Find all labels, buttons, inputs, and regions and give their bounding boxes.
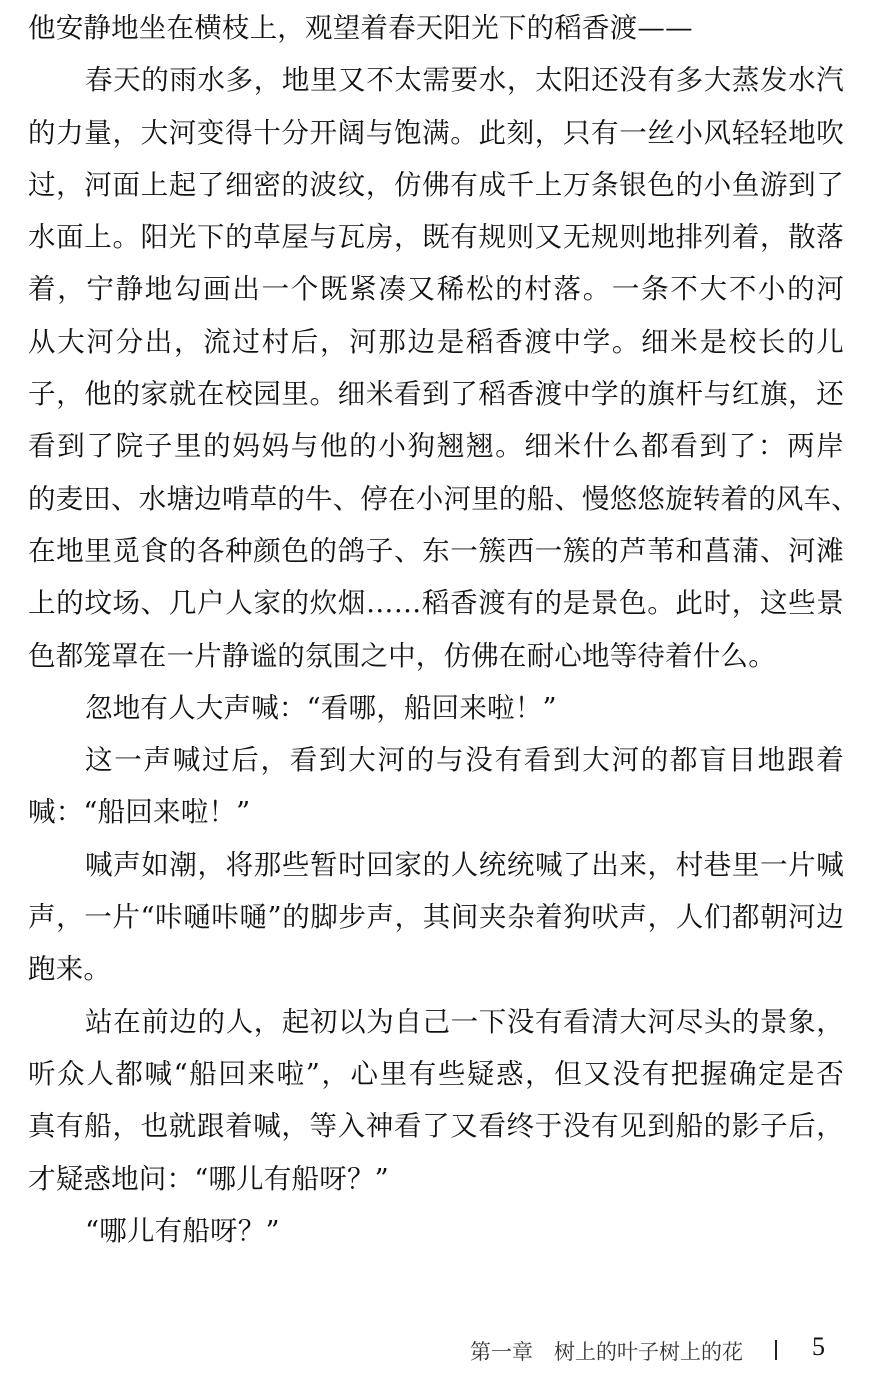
page-footer xyxy=(0,1330,872,1370)
text-line: 忽地有人大声喊：“看哪，船回来啦！” xyxy=(85,691,557,724)
text-line: 春天的雨水多，地里又不太需要水，太阳还没有多大蒸发水汽 xyxy=(85,64,844,97)
footer-divider xyxy=(775,1340,777,1360)
text-line: 过，河面上起了细密的波纹，仿佛有成千上万条银色的小鱼游到了 xyxy=(28,168,844,201)
text-line: 真有船，也就跟着喊，等入神看了又看终于没有见到船的影子后， xyxy=(28,1110,844,1143)
text-line: 喊：“船回来啦！” xyxy=(28,796,251,829)
text-line: 他安静地坐在横枝上，观望着春天阳光下的稻香渡—— xyxy=(28,12,693,44)
text-line: 水面上。阳光下的草屋与瓦房，既有规则又无规则地排列着，散落 xyxy=(28,221,844,254)
chapter-title: 第一章 树上的叶子树上的花 xyxy=(470,1340,743,1364)
text-line: 着，宁静地勾画出一个既紧凑又稀松的村落。一条不大不小的河 xyxy=(28,273,844,306)
text-line: 才疑惑地问：“哪儿有船呀？” xyxy=(28,1162,389,1195)
text-line: 看到了院子里的妈妈与他的小狗翘翘。细米什么都看到了：两岸 xyxy=(28,430,844,463)
page-number: 5 xyxy=(812,1332,825,1361)
page-body xyxy=(28,2,859,1257)
text-line: 这一声喊过后，看到大河的与没有看到大河的都盲目地跟着 xyxy=(85,744,844,777)
text-line: 站在前边的人，起初以为自己一下没有看清大河尽头的景象， xyxy=(85,1005,844,1038)
text-line: 色都笼罩在一片静谧的氛围之中，仿佛在耐心地等待着什么。 xyxy=(28,639,776,672)
text-line: 的力量，大河变得十分开阔与饱满。此刻，只有一丝小风轻轻地吹 xyxy=(28,116,844,149)
text-line: 听众人都喊“船回来啦”，心里有些疑惑，但又没有把握确定是否 xyxy=(28,1057,844,1090)
text-line: 从大河分出，流过村后，河那边是稻香渡中学。细米是校长的儿 xyxy=(28,325,844,358)
text-line: 声，一片“咔嗵咔嗵”的脚步声，其间夹杂着狗吠声，人们都朝河边 xyxy=(28,901,844,934)
text-line: 上的坟场、几户人家的炊烟……稻香渡有的是景色。此时，这些景 xyxy=(28,587,844,620)
text-line: 喊声如潮，将那些暂时回家的人统统喊了出来，村巷里一片喊 xyxy=(85,848,844,881)
text-line: “哪儿有船呀？” xyxy=(85,1214,280,1247)
text-line: 子，他的家就在校园里。细米看到了稻香渡中学的旗杆与红旗，还 xyxy=(28,378,844,411)
text-line: 在地里觅食的各种颜色的鸽子、东一簇西一簇的芦苇和菖蒲、河滩 xyxy=(28,534,844,567)
text-line: 跑来。 xyxy=(28,953,112,986)
text-line: 的麦田、水塘边啃草的牛、停在小河里的船、慢悠悠旋转着的风车、 xyxy=(28,482,859,515)
